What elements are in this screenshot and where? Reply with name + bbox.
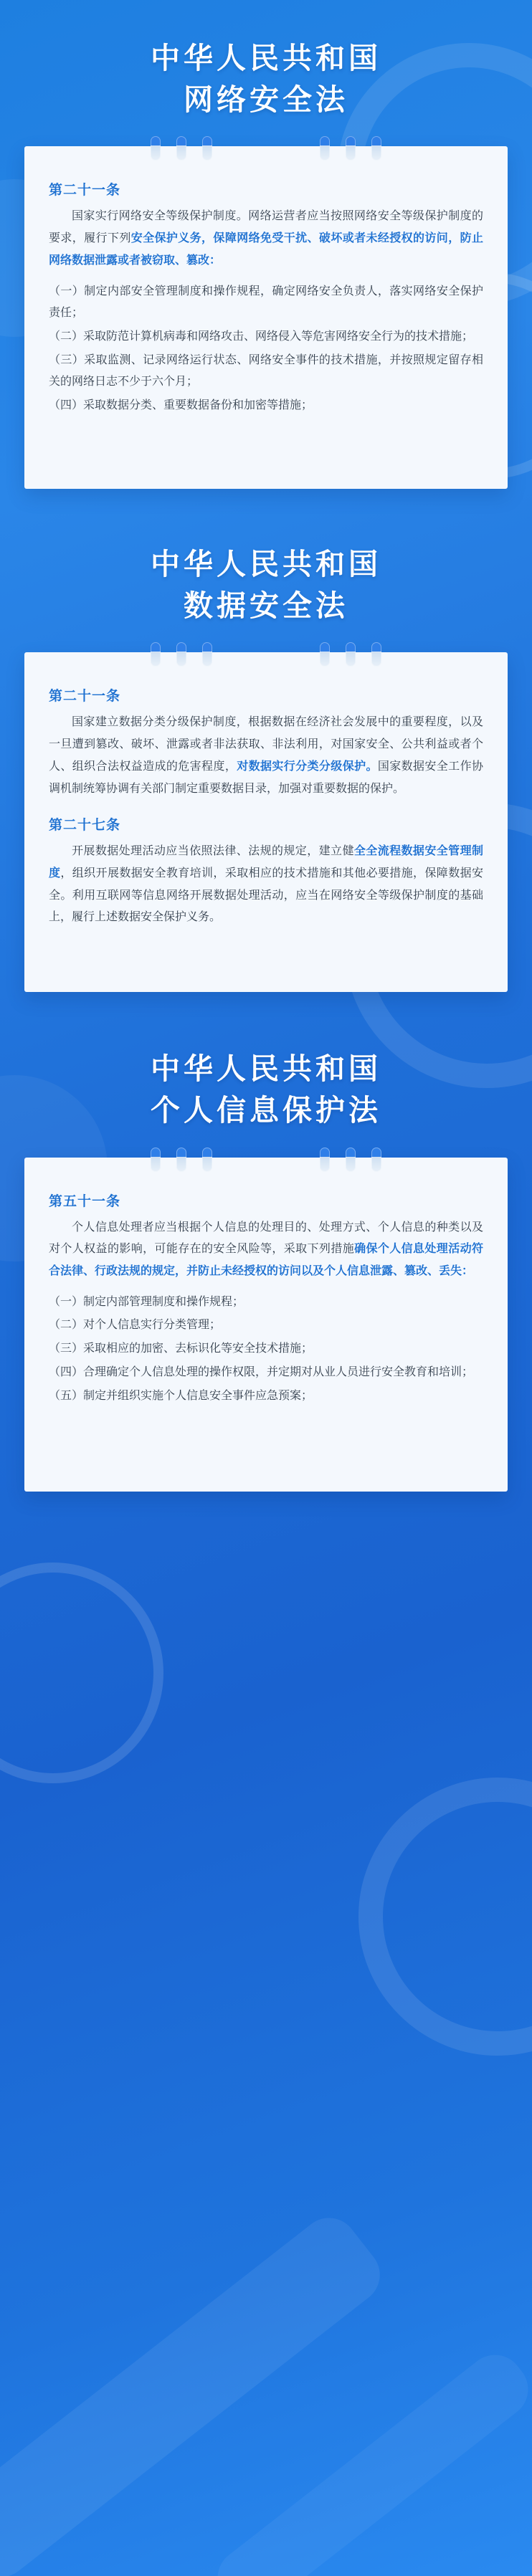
law-card bbox=[24, 1158, 508, 1492]
section-title bbox=[0, 1048, 532, 1131]
binder-ring bbox=[202, 1148, 212, 1172]
binder-rings bbox=[24, 1148, 508, 1176]
paragraph-text: 国家数据安全工作协调机制统筹协调有关部门制定重要数据目录，加强对重要数据的保护。 bbox=[49, 760, 483, 795]
binder-ring bbox=[202, 136, 212, 161]
list-item: （三）采取相应的加密、去标识化等安全技术措施； bbox=[49, 1342, 313, 1355]
title-line: 数据安全法 bbox=[184, 589, 348, 623]
list-item: （五）制定并组织实施个人信息安全事件应急预案； bbox=[49, 1389, 313, 1402]
section-personal-information-protection-law bbox=[0, 992, 532, 1492]
section-title bbox=[0, 37, 532, 120]
article-items bbox=[49, 281, 483, 417]
title-line: 个人信息保护法 bbox=[151, 1094, 381, 1127]
article bbox=[49, 179, 483, 416]
decorative-stripe bbox=[0, 2206, 391, 2576]
article bbox=[49, 685, 483, 800]
paragraph-text: 个人信息处理者应当根据个人信息的处理目的、处理方式、个人信息的种类以及对个人权益的影响，可能存在的安全风险等，采取下列措施 bbox=[49, 1221, 483, 1256]
title-line: 中华人民共和国 bbox=[151, 42, 381, 75]
binder-rings bbox=[24, 136, 508, 165]
binder-ring bbox=[371, 1148, 381, 1172]
article bbox=[49, 814, 483, 929]
list-item: （四）采取数据分类、重要数据备份和加密等措施； bbox=[49, 399, 313, 412]
list-item: （一）制定内部安全管理制度和操作规程，确定网络安全负责人，落实网络安全保护责任； bbox=[49, 285, 483, 320]
law-card bbox=[24, 652, 508, 992]
binder-ring bbox=[151, 642, 161, 667]
paragraph-highlight: 对数据实行分类分级保护。 bbox=[237, 760, 378, 773]
section-cybersecurity-law bbox=[0, 0, 532, 489]
binder-rings bbox=[24, 642, 508, 671]
article-paragraph bbox=[49, 841, 483, 929]
article-items bbox=[49, 1292, 483, 1408]
article-heading: 第五十一条 bbox=[49, 1193, 121, 1209]
list-item: （二）对个人信息实行分类管理； bbox=[49, 1319, 222, 1332]
title-line: 中华人民共和国 bbox=[151, 1052, 381, 1086]
paragraph-text: ，组织开展数据安全教育培训，采取相应的技术措施和其他必要措施，保障数据安全。利用互联网等信息网络开展数据处理活动，应当在网络安全等级保护制度的基础上，履行上述数据安全保护义务。 bbox=[49, 867, 483, 924]
binder-ring bbox=[371, 642, 381, 667]
law-card bbox=[24, 146, 508, 488]
binder-ring bbox=[346, 136, 356, 161]
binder-ring bbox=[176, 1148, 186, 1172]
title-line: 中华人民共和国 bbox=[151, 547, 381, 581]
paragraph-highlight: 全全流程数据安全管理制度 bbox=[49, 845, 483, 879]
title-line: 网络安全法 bbox=[184, 83, 348, 117]
paragraph-highlight: 安全保护义务，保障网络免受干扰、破坏或者未经授权的访问，防止网络数据泄露或者被窃取、篡改： bbox=[49, 232, 483, 267]
section-title bbox=[0, 543, 532, 626]
binder-ring bbox=[346, 642, 356, 667]
article-heading: 第二十一条 bbox=[49, 183, 121, 199]
list-item: （二）采取防范计算机病毒和网络攻击、网络侵入等危害网络安全行为的技术措施； bbox=[49, 330, 474, 343]
paragraph-highlight: 确保个人信息处理活动符合法律、行政法规的规定，并防止未经授权的访问以及个人信息泄露、篡改、丢失： bbox=[49, 1243, 483, 1277]
list-item: （四）合理确定个人信息处理的操作权限，并定期对从业人员进行安全教育和培训； bbox=[49, 1365, 474, 1378]
binder-ring bbox=[371, 136, 381, 161]
list-item: （一）制定内部管理制度和操作规程； bbox=[49, 1295, 244, 1308]
list-item: （三）采取监测、记录网络运行状态、网络安全事件的技术措施，并按照规定留存相关的网络日志不少于六个月； bbox=[49, 353, 483, 388]
decorative-ring bbox=[358, 1778, 532, 2056]
article-heading: 第二十一条 bbox=[49, 689, 121, 705]
paragraph-text: 国家实行网络安全等级保护制度。网络运营者应当按照网络安全等级保护制度的要求，履行下列 bbox=[49, 210, 483, 245]
binder-ring bbox=[151, 136, 161, 161]
binder-ring bbox=[346, 1148, 356, 1172]
binder-ring bbox=[202, 642, 212, 667]
binder-ring bbox=[320, 642, 330, 667]
binder-ring bbox=[320, 136, 330, 161]
decorative-stripe bbox=[206, 2343, 532, 2576]
article-heading: 第二十七条 bbox=[49, 818, 121, 834]
article bbox=[49, 1191, 483, 1408]
binder-ring bbox=[176, 642, 186, 667]
section-data-security-law bbox=[0, 489, 532, 992]
article-paragraph bbox=[49, 206, 483, 272]
binder-ring bbox=[151, 1148, 161, 1172]
binder-ring bbox=[176, 136, 186, 161]
binder-ring bbox=[320, 1148, 330, 1172]
decorative-ring bbox=[0, 1563, 163, 1783]
article-paragraph bbox=[49, 712, 483, 800]
paragraph-text: 国家建立数据分类分级保护制度，根据数据在经济社会发展中的重要程度，以及一旦遭到篡改、破坏、泄露或者非法获取、非法利用，对国家安全、公共利益或者个人、组织合法权益造成的危害程度， bbox=[49, 716, 483, 773]
article-paragraph bbox=[49, 1217, 483, 1283]
paragraph-text: 开展数据处理活动应当依照法律、法规的规定，建立健 bbox=[72, 845, 354, 858]
